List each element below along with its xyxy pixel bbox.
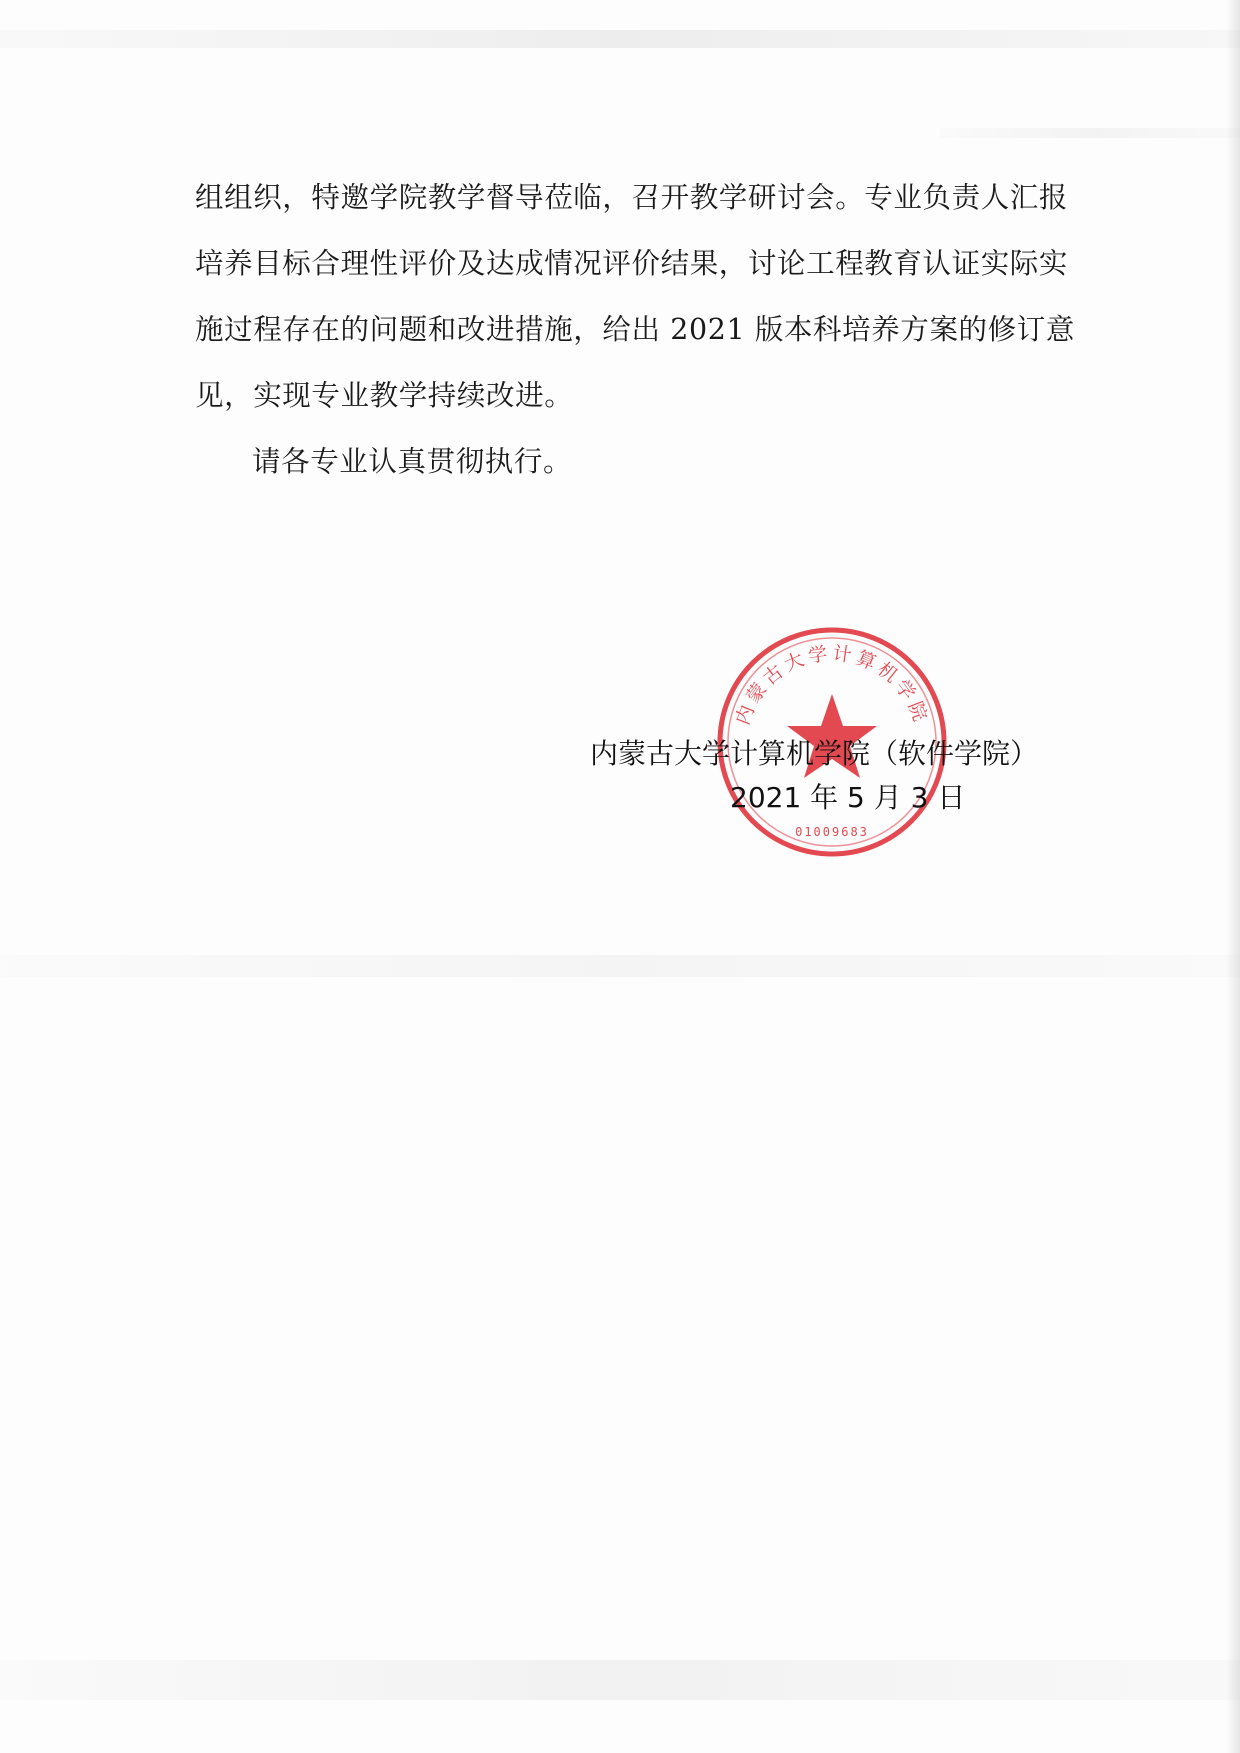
- signature-block: [590, 732, 1070, 820]
- scan-artifact: [0, 955, 1240, 977]
- closing-line: 请各专业认真贯彻执行。: [252, 445, 573, 478]
- signature-organization: 内蒙古大学计算机学院（软件学院）: [590, 737, 1039, 770]
- scan-artifact: [0, 1660, 1240, 1700]
- signature-date: 2021 年 5 月 3 日: [730, 781, 966, 814]
- scan-artifact: [940, 128, 1240, 138]
- seal-inscription: 内蒙古大学计算机学院: [731, 642, 933, 728]
- seal-code: 01009683: [795, 825, 869, 839]
- paragraph-line: 施过程存在的问题和改进措施，给出 2021 版本科培养方案的修订意: [195, 313, 1075, 346]
- paragraph-line: 培养目标合理性评价及达成情况评价结果，讨论工程教育认证实际实: [195, 247, 1069, 280]
- scan-artifact: [0, 30, 1240, 48]
- scan-edge-shadow: [1226, 0, 1240, 1753]
- paragraph-line: 组组织，特邀学院教学督导莅临，召开教学研讨会。专业负责人汇报: [195, 181, 1069, 214]
- paragraph-line: 见，实现专业教学持续改进。: [195, 379, 574, 412]
- body-text: [195, 165, 1075, 495]
